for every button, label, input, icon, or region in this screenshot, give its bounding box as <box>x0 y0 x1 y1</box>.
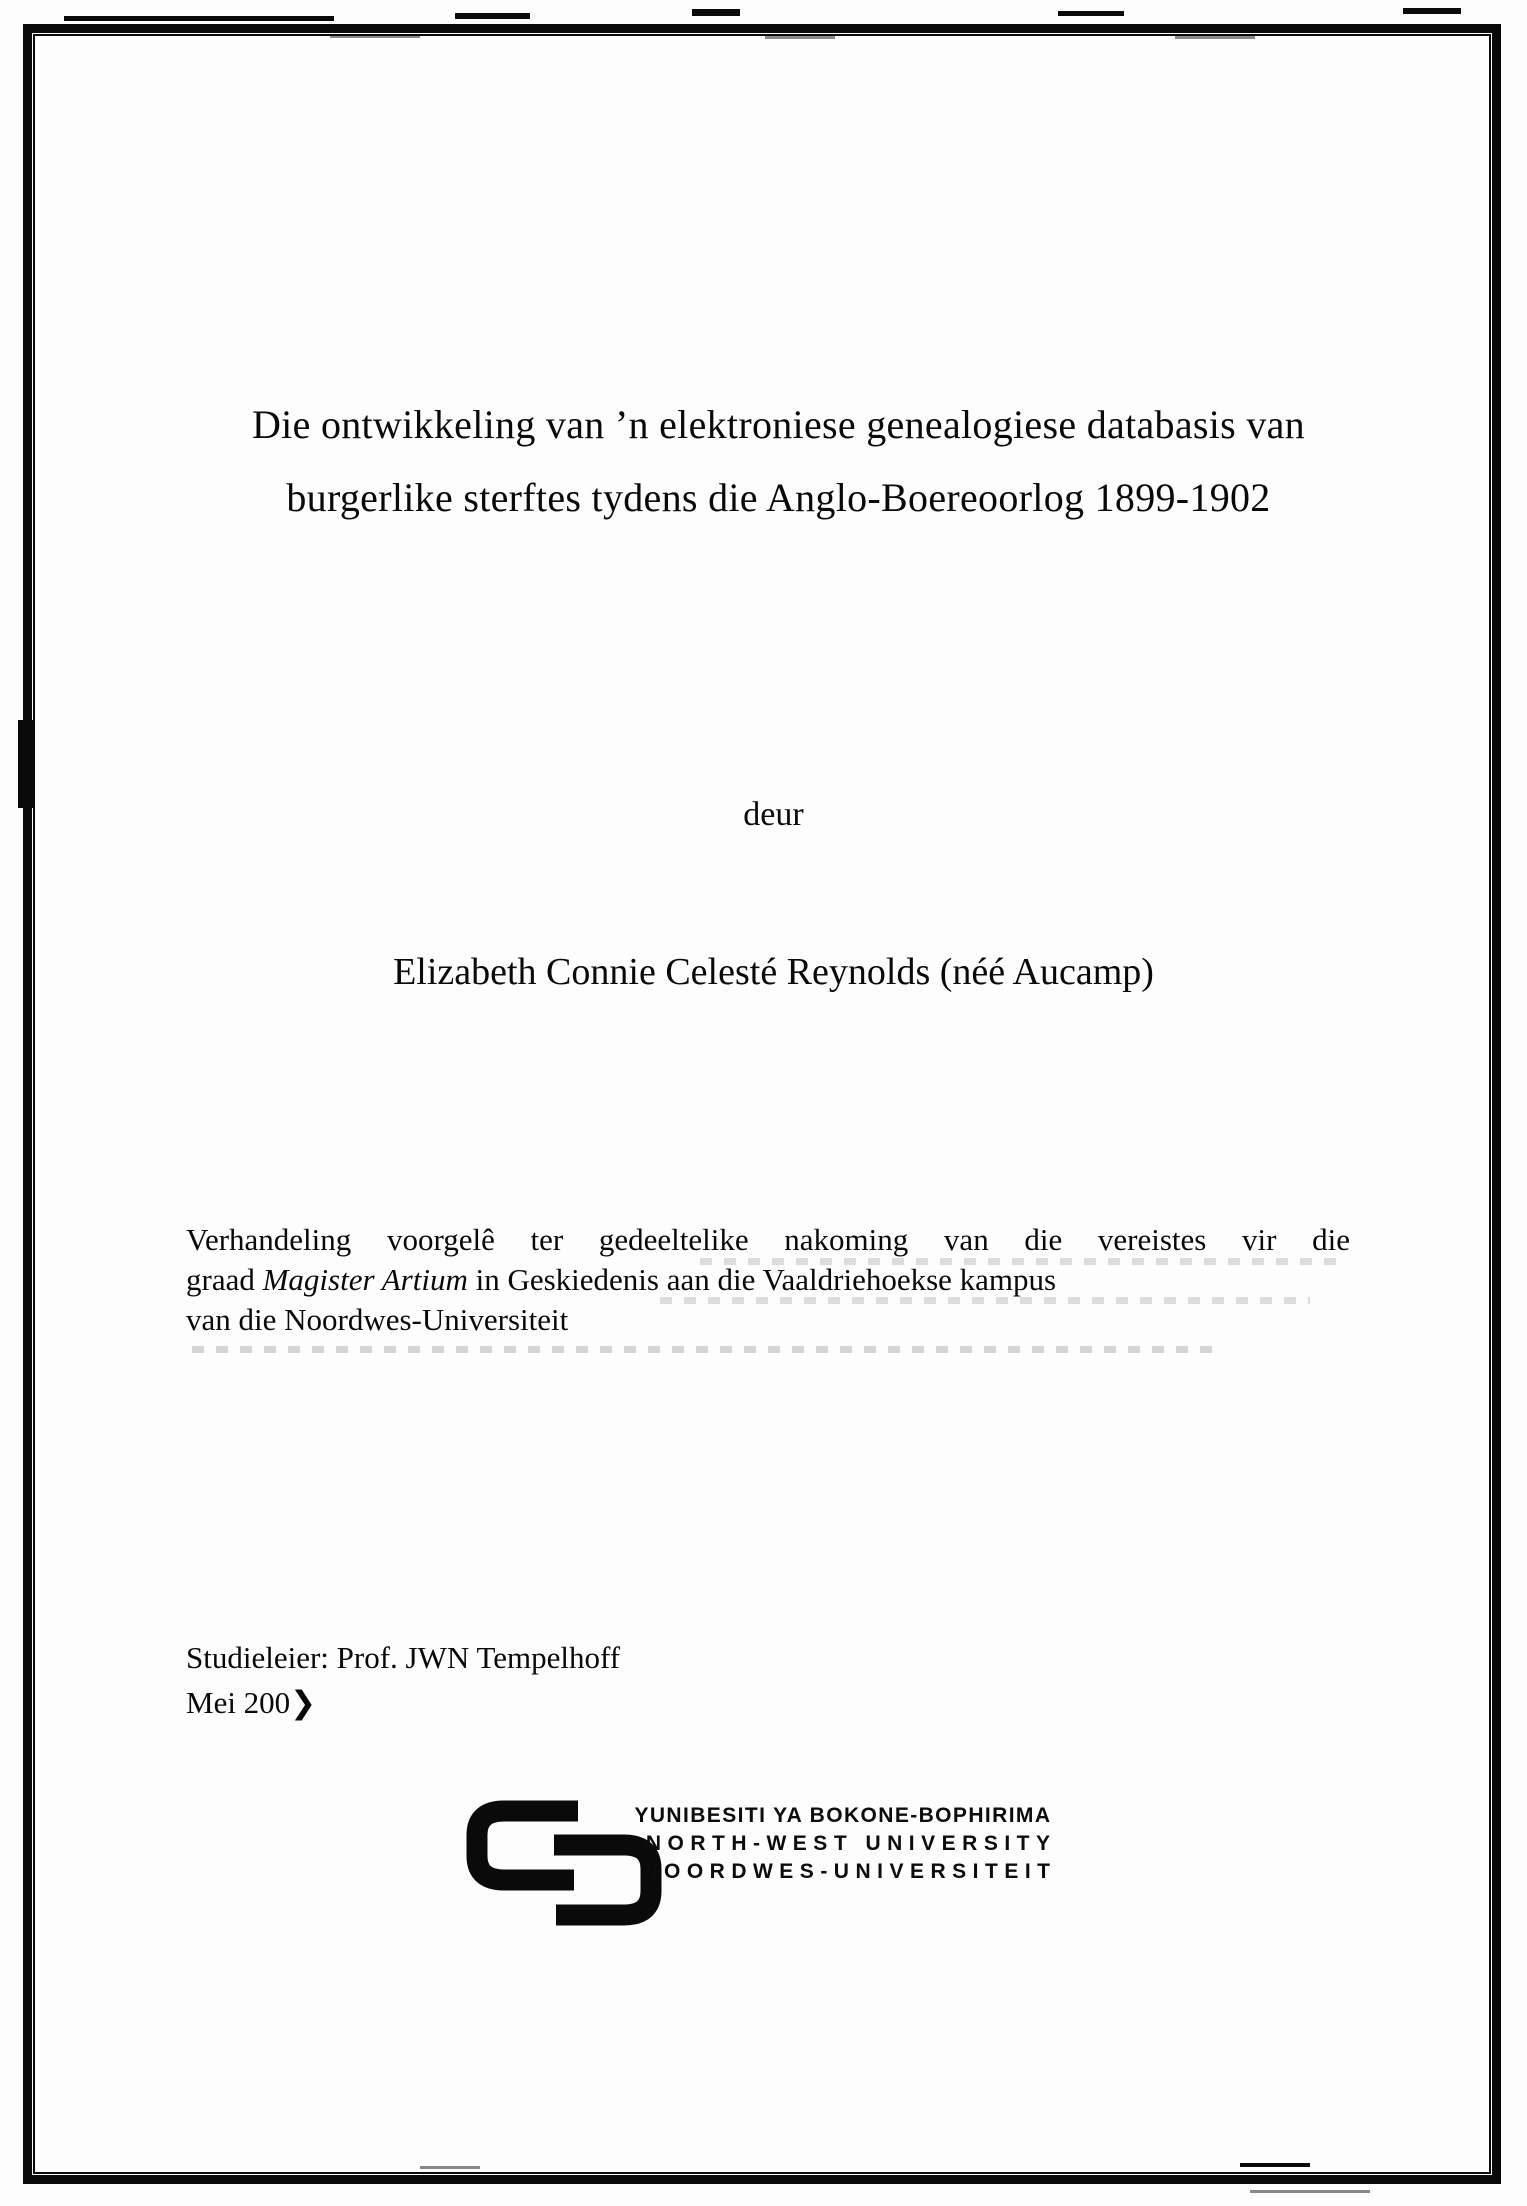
scan-artifact <box>64 16 334 21</box>
degree-statement-line2 <box>186 1260 1350 1300</box>
scan-artifact <box>455 13 530 19</box>
thesis-title <box>95 388 1462 534</box>
scan-bleedthrough <box>700 1258 1340 1265</box>
scan-artifact <box>1058 11 1124 16</box>
thesis-title-line2: burgerlike sterftes tydens die Anglo-Boereoorlog 1899-1902 <box>286 475 1271 520</box>
scan-artifact <box>692 9 740 16</box>
scan-artifact <box>1403 8 1461 14</box>
university-name-block <box>540 1802 1057 1886</box>
supervisor-block <box>186 1635 1086 1725</box>
scan-bleedthrough <box>192 1346 1222 1353</box>
supervisor-line: Studieleier: Prof. JWN Tempelhoff <box>186 1640 621 1675</box>
scan-artifact <box>1250 2190 1370 2193</box>
author-name: Elizabeth Connie Celesté Reynolds (néé Aucamp) <box>393 951 1154 993</box>
degree-statement <box>186 1220 1350 1340</box>
degree-name-italic: Magister Artium <box>262 1262 468 1297</box>
degree-statement-line1: Verhandeling voorgelê ter gedeeltelike nakoming van die vereistes vir die <box>186 1222 1350 1257</box>
scan-bleedthrough <box>660 1297 1310 1304</box>
degree-statement-line2-post: in Geskiedenis aan die Vaaldriehoekse kampus <box>467 1262 1057 1297</box>
thesis-title-line1: Die ontwikkeling van ’n elektroniese genealogiese databasis van <box>251 402 1305 447</box>
university-name-english: NORTH-WEST UNIVERSITY <box>645 1832 1057 1855</box>
university-name-setswana: YUNIBESITI YA BOKONE-BOPHIRIMA <box>634 1804 1052 1827</box>
degree-statement-line2-pre: graad <box>186 1262 263 1297</box>
byline-deur: deur <box>743 796 804 833</box>
university-name-afrikaans: NOORDWES-UNIVERSITEIT <box>642 1860 1057 1883</box>
date-line: Mei 200❯ <box>186 1685 317 1720</box>
degree-statement-line3: van die Noordwes-Universiteit <box>186 1302 569 1337</box>
